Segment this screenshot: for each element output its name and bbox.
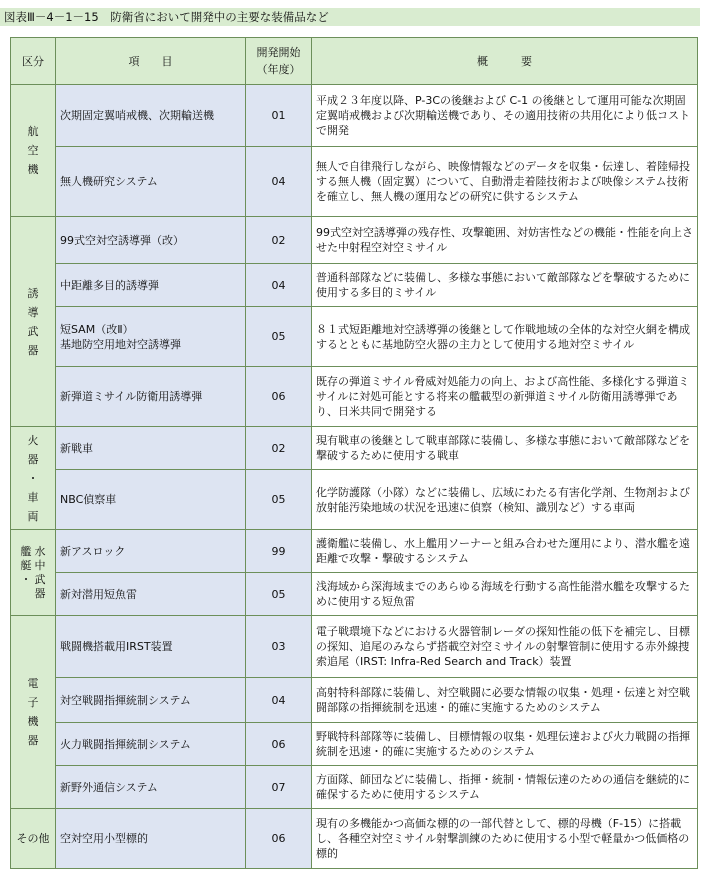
table-row: [11, 217, 698, 264]
start-year: 04: [246, 264, 312, 307]
item-name: 無人機研究システム: [56, 147, 246, 217]
summary-text: 方面隊、師団などに装備し、指揮・統制・情報伝達のための通信を継続的に確保するために使用するシステム: [312, 766, 698, 809]
start-year: 06: [246, 809, 312, 869]
start-year: 05: [246, 573, 312, 616]
table-row: [11, 530, 698, 573]
start-year: 06: [246, 723, 312, 766]
header-category: 区分: [11, 38, 56, 85]
header-year-line1: 開発開始: [256, 46, 301, 59]
header-year: [246, 38, 312, 85]
table-row: [11, 723, 698, 766]
item-name: [56, 307, 246, 367]
table-row: [11, 809, 698, 869]
start-year: 02: [246, 427, 312, 470]
item-name: 新対潜用短魚雷: [56, 573, 246, 616]
category-electronics: 電 子 機 器: [11, 616, 56, 809]
category-ships-underwater-weapons: 艦 艇 ・ 水 中 武 器: [11, 530, 56, 616]
item-name: 99式空対空誘導弾（改）: [56, 217, 246, 264]
summary-text: 護衛艦に装備し、水上艦用ソーナーと組み合わせた運用により、潜水艦を遠距離で攻撃・撃破するシステム: [312, 530, 698, 573]
summary-text: ８１式短距離地対空誘導弾の後継として作戦地域の全体的な対空火網を構成するとともに基地防空火器の主力として使用する地対空ミサイル: [312, 307, 698, 367]
header-row: [11, 38, 698, 85]
summary-text: 浅海域から深海域までのあらゆる海域を行動する高性能潜水艦を攻撃するために使用する短魚雷: [312, 573, 698, 616]
item-name: 戦闘機搭載用IRST装置: [56, 616, 246, 678]
start-year: 02: [246, 217, 312, 264]
table-row: [11, 264, 698, 307]
equipment-table: [10, 37, 698, 869]
item-name: 新野外通信システム: [56, 766, 246, 809]
start-year: 07: [246, 766, 312, 809]
item-name: 火力戦闘指揮統制システム: [56, 723, 246, 766]
table-row: [11, 147, 698, 217]
summary-text: 普通科部隊などに装備し、多様な事態において敵部隊などを撃破するために使用する多目的ミサイル: [312, 264, 698, 307]
table-row: [11, 573, 698, 616]
header-year-line2: （年度）: [256, 63, 301, 76]
start-year: 06: [246, 367, 312, 427]
table-row: [11, 678, 698, 723]
category-other: その他: [11, 809, 56, 869]
summary-text: 現有の多機能かつ高価な標的の一部代替として、標的母機（F-15）に搭載し、各種空対空ミサイル射撃訓練のために使用する小型で軽量かつ低価格の標的: [312, 809, 698, 869]
start-year: 03: [246, 616, 312, 678]
table-row: [11, 616, 698, 678]
summary-text: 化学防護隊（小隊）などに装備し、広域にわたる有害化学剤、生物剤および放射能汚染地域の状況を迅速に偵察（検知、識別など）する車両: [312, 470, 698, 530]
header-summary: 概 要: [312, 38, 698, 85]
item-name: 新弾道ミサイル防衛用誘導弾: [56, 367, 246, 427]
summary-text: 既存の弾道ミサイル脅威対処能力の向上、および高性能、多様化する弾道ミサイルに対処可能とする将来の艦載型の新弾道ミサイル防衛用誘導弾であり、日米共同で開発する: [312, 367, 698, 427]
start-year: 04: [246, 147, 312, 217]
table-row: [11, 427, 698, 470]
item-name: 次期固定翼哨戒機、次期輸送機: [56, 85, 246, 147]
summary-text: 無人で自律飛行しながら、映像情報などのデータを収集・伝達し、着陸帰投する無人機（固定翼）について、自動滑走着陸技術および映像システム技術を確立し、無人機の運用などの研究に供するシステム: [312, 147, 698, 217]
summary-text: 電子戦環境下などにおける火器管制レーダの探知性能の低下を補完し、目標の探知、追尾のみならず搭載空対空ミサイルの射撃管制に使用する赤外線捜索追尾（IRST: Infra-Red Search and Track）装置: [312, 616, 698, 678]
table-row: [11, 367, 698, 427]
item-name-line1: 短SAM（改Ⅱ）: [60, 322, 134, 336]
item-name: 新アスロック: [56, 530, 246, 573]
summary-text: 99式空対空誘導弾の残存性、攻撃範囲、対妨害性などの機能・性能を向上させた中射程空対空ミサイル: [312, 217, 698, 264]
summary-text: 平成２３年度以降、P-3Cの後継および C-1 の後継として運用可能な次期固定翼哨戒機および次期輸送機であり、その適用技術の共用化により低コストで開発: [312, 85, 698, 147]
item-name-line2: 基地防空用地対空誘導弾: [60, 337, 181, 351]
category-aircraft: 航 空 機: [11, 85, 56, 217]
category-firearms-vehicles: 火 器 ・ 車 両: [11, 427, 56, 530]
table-row: [11, 766, 698, 809]
start-year: 04: [246, 678, 312, 723]
table-row: [11, 307, 698, 367]
table-row: [11, 85, 698, 147]
summary-text: 現有戦車の後継として戦車部隊に装備し、多様な事態において敵部隊などを撃破するために使用する戦車: [312, 427, 698, 470]
summary-text: 高射特科部隊に装備し、対空戦闘に必要な情報の収集・処理・伝達と対空戦闘部隊の指揮統制を迅速・的確に実施するためのシステム: [312, 678, 698, 723]
header-item: 項 目: [56, 38, 246, 85]
start-year: 05: [246, 307, 312, 367]
item-name: 空対空用小型標的: [56, 809, 246, 869]
item-name: 中距離多目的誘導弾: [56, 264, 246, 307]
start-year: 05: [246, 470, 312, 530]
category-guided-weapons: 誘 導 武 器: [11, 217, 56, 427]
item-name: 新戦車: [56, 427, 246, 470]
figure-title: 図表Ⅲ－4－1－15 防衛省において開発中の主要な装備品など: [0, 8, 700, 26]
table-row: [11, 470, 698, 530]
item-name: NBC偵察車: [56, 470, 246, 530]
item-name: 対空戦闘指揮統制システム: [56, 678, 246, 723]
start-year: 99: [246, 530, 312, 573]
start-year: 01: [246, 85, 312, 147]
summary-text: 野戦特科部隊等に装備し、目標情報の収集・処理伝達および火力戦闘の指揮統制を迅速・的確に実施するためのシステム: [312, 723, 698, 766]
